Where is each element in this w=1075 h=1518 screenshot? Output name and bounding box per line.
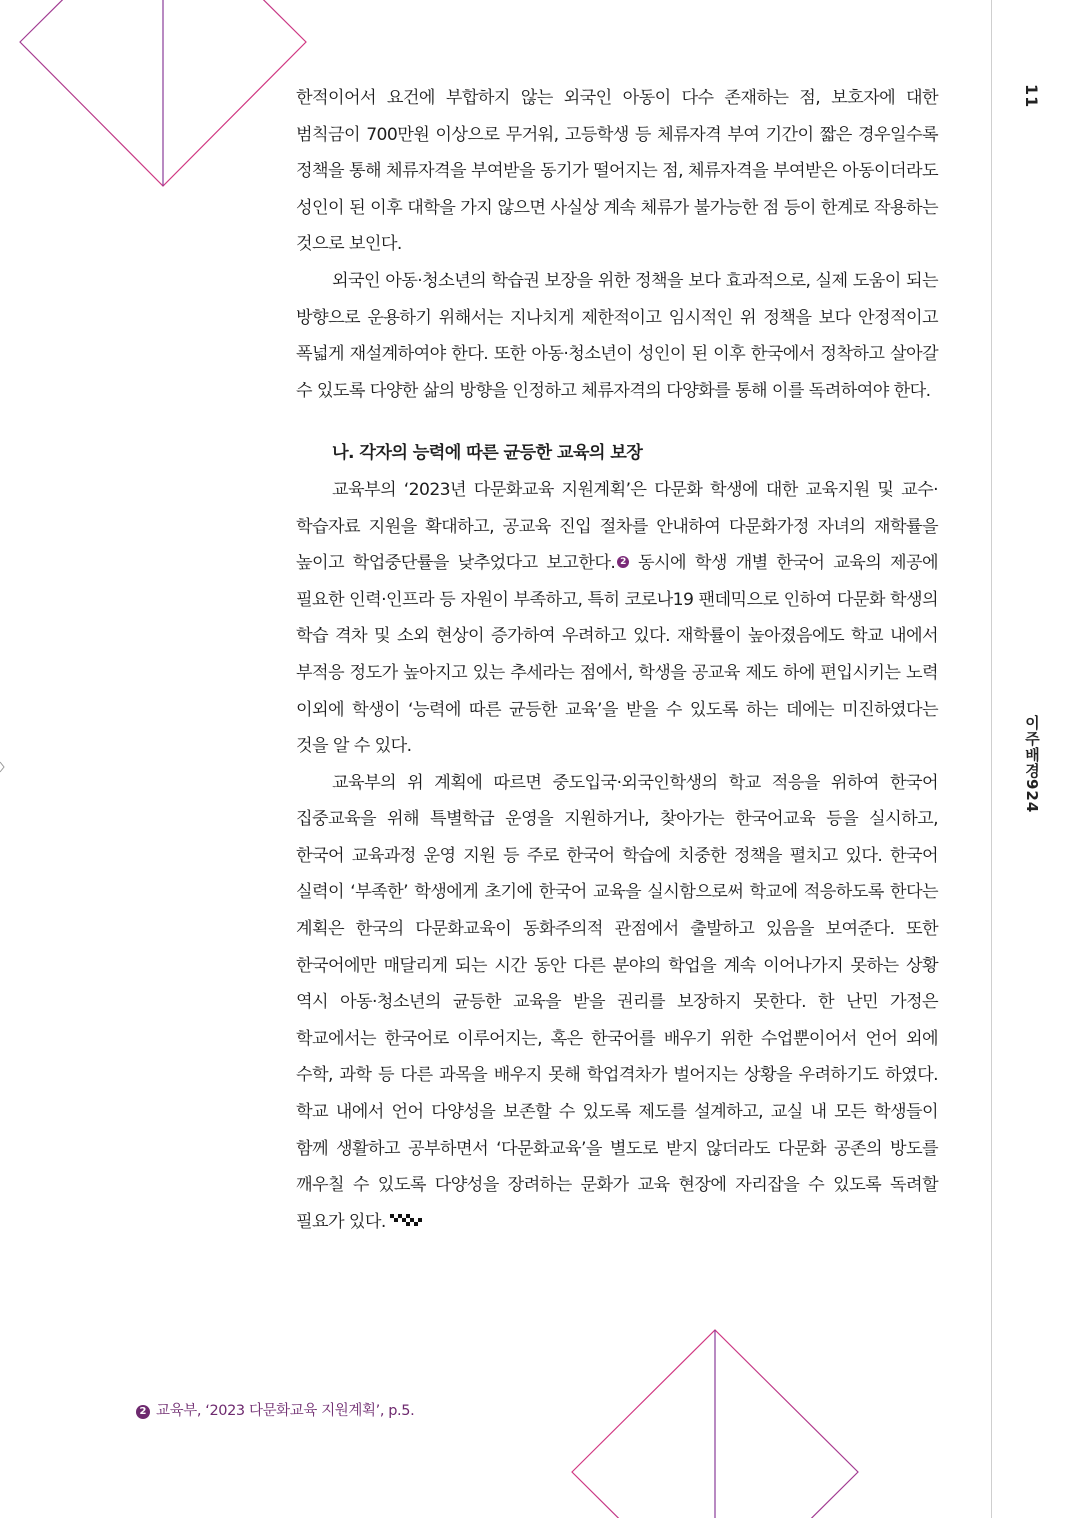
- paragraph-3: [296, 472, 938, 765]
- paragraph-3-part-a: 교육부의 ‘2023년 다문화교육 지원계획’은 다문화 학생에 대한 교육지원 및 교수·학습자료 지원을 확대하고, 공교육 진입 절차를 안내하여 다문화가정 자녀의 재학률을 높이고 학업중단률을 낮추었다고 보고한다.: [296, 479, 938, 574]
- footnote: [136, 1399, 414, 1420]
- paragraph-3-part-b: 동시에 학생 개별 한국어 교육의 제공에 필요한 인력·인프라 등 자원이 부족하고, 특히 코로나19 팬데믹으로 인하여 다문화 학생의 학습 격차 및 소외 현상이 증가하여 우려하고 있다. 재학률이 높아졌음에도 학교 내에서 부적응 정도가 높아지고 있는 추세라는 점에서, 학생을 공교육 제도 하에 편입시키는 노력 이외에 학생이 ‘능력에 따른 균등한 교육’을 받을 수 있도록 하는 데에는 미진하였다는 것을 알 수 있다.: [296, 553, 938, 757]
- footnote-text: 교육부, ‘2023 다문화교육 지원계획’, p.5.: [156, 1403, 415, 1419]
- pixel-end-mark-icon: [390, 1212, 424, 1230]
- left-edge-chevron-icon: [0, 761, 6, 773]
- section-heading: 나. 각자의 능력에 따른 균등한 교육의 보장: [332, 443, 643, 464]
- paragraph-4: [296, 765, 938, 1241]
- page-number: 11: [1022, 84, 1041, 109]
- sidebar-divider: [991, 0, 992, 1518]
- paragraph-2: 외국인 아동·청소년의 학습권 보장을 위한 정책을 보다 효과적으로, 실제 도움이 되는 방향으로 운용하기 위해서는 지나치게 제한적이고 임시적인 위 정책을 보다 안정적이고 폭넓게 재설계하여야 한다. 또한 아동·청소년이 성인이 된 이후 한국에서 정착하고 살아갈 수 있도록 다양한 삶의 방향을 인정하고 체류자격의 다양화를 통해 이를 독려하여야 한다.: [296, 270, 938, 401]
- decorative-diamond-bottom: [560, 1320, 870, 1518]
- footnote-number: 2: [136, 1405, 150, 1419]
- decorative-diamond-top: [0, 0, 320, 200]
- footnote-reference[interactable]: 2: [617, 556, 629, 568]
- issue-label: 이주배경924: [1023, 715, 1041, 814]
- paragraph-1: 한적이어서 요건에 부합하지 않는 외국인 아동이 다수 존재하는 점, 보호자에 대한 범칙금이 700만원 이상으로 무거워, 고등학생 등 체류자격 부여 기간이 짧은 경우일수록 정책을 통해 체류자격을 부여받을 동기가 떨어지는 점, 체류자격을 부여받은 아동이더라도 성인이 된 이후 대학을 가지 않으면 사실상 계속 체류가 불가능한 점 등이 한계로 작용하는 것으로 보인다.: [296, 88, 938, 255]
- paragraph-4-text: 교육부의 위 계획에 따르면 중도입국·외국인학생의 학교 적응을 위하여 한국어 집중교육을 위해 특별학급 운영을 지원하거나, 찾아가는 한국어교육 등을 실시하고, 한국어 교육과정 운영 지원 등 주로 한국어 학습에 치중한 정책을 펼치고 있다. 한국어 실력이 ‘부족한’ 학생에게 초기에 한국어 교육을 실시함으로써 학교에 적응하도록 한다는 계획은 한국의 다문화교육이 동화주의적 관점에서 출발하고 있음을 보여준다. 또한 한국어에만 매달리게 되는 시간 동안 다른 분야의 학업을 계속 이어나가지 못하는 상황 역시 아동·청소년의 균등한 교육을 받을 권리를 보장하지 못한다. 한 난민 가정은 학교에서는 한국어로 이루어지는, 혹은 한국어를 배우기 위한 수업뿐이어서 언어 외에 수학, 과학 등 다른 과목을 배우지 못해 학업격차가 벌어지는 상황을 우려하기도 하였다. 학교 내에서 언어 다양성을 보존할 수 있도록 제도를 설계하고, 교실 내 모든 학생들이 함께 생활하고 공부하면서 ‘다문화교육’을 별도로 받지 않더라도 다문화 공존의 방도를 깨우칠 수 있도록 다양성을 장려하는 문화가 교육 현장에 자리잡을 수 있도록 독려할 필요가 있다.: [296, 772, 938, 1232]
- article-body: [296, 80, 938, 1240]
